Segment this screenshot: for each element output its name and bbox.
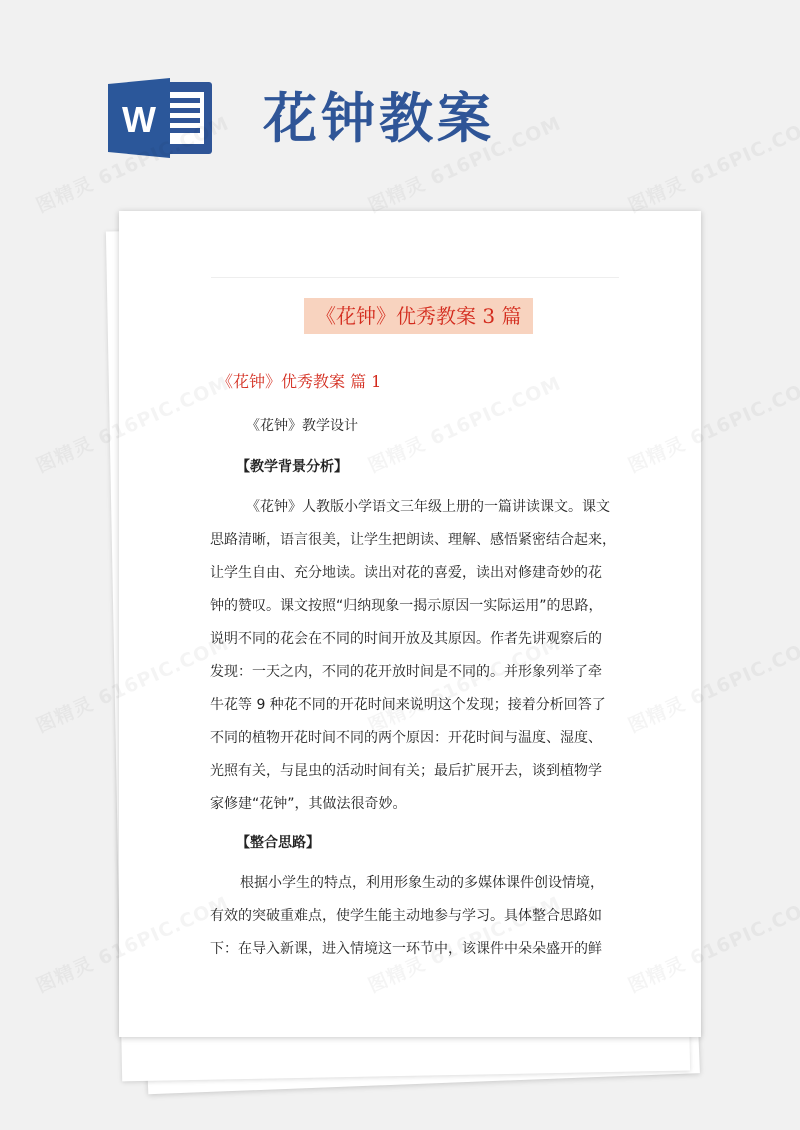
paragraph-line: 下：在导入新课，进入情境这一环节中，该课件中朵朵盛开的鲜 [210, 941, 602, 957]
paragraph-line: 让学生自由、充分地读。读出对花的喜爱，读出对修建奇妙的花 [210, 565, 602, 581]
section-heading: 《花钟》优秀教案 篇 1 [217, 372, 382, 391]
paragraph-line: 根据小学生的特点，利用形象生动的多媒体课件创设情境， [240, 875, 604, 891]
document-subtitle: 《花钟》教学设计 [246, 418, 358, 434]
word-document-icon [108, 78, 216, 158]
document-page [119, 211, 701, 1037]
watermark [624, 109, 800, 218]
integration-heading: 【整合思路】 [236, 835, 320, 851]
paragraph-line: 光照有关，与昆虫的活动时间有关；最后扩展开去，谈到植物学 [210, 763, 602, 779]
paragraph-line: 钟的赞叹。课文按照“归纳现象一揭示原因一实际运用”的思路， [210, 598, 603, 614]
header-rule [211, 277, 619, 278]
paragraph-line: 思路清晰，语言很美，让学生把朗读、理解、感悟紧密结合起来， [210, 532, 616, 548]
paragraph-line: 《花钟》人教版小学语文三年级上册的一篇讲读课文。课文 [246, 499, 610, 515]
paragraph-line: 发现：一天之内，不同的花开放时间是不同的。并形象列举了牵 [210, 664, 602, 680]
paragraph-line: 不同的植物开花时间不同的两个原因：开花时间与温度、湿度、 [210, 730, 602, 746]
background-heading: 【教学背景分析】 [236, 459, 348, 475]
document-title: 《花钟》优秀教案 3 篇 [304, 298, 533, 334]
paragraph-line: 牛花等 9 种花不同的开花时间来说明这个发现；接着分析回答了 [210, 697, 606, 713]
word-logo-letter: W [122, 99, 156, 140]
paragraph-line: 说明不同的花会在不同的时间开放及其原因。作者先讲观察后的 [210, 631, 602, 647]
paragraph-line: 家修建“花钟”，其做法很奇妙。 [210, 796, 407, 812]
page-title: 花钟教案 [263, 86, 495, 150]
paragraph-line: 有效的突破重难点，使学生能主动地参与学习。具体整合思路如 [210, 908, 602, 924]
